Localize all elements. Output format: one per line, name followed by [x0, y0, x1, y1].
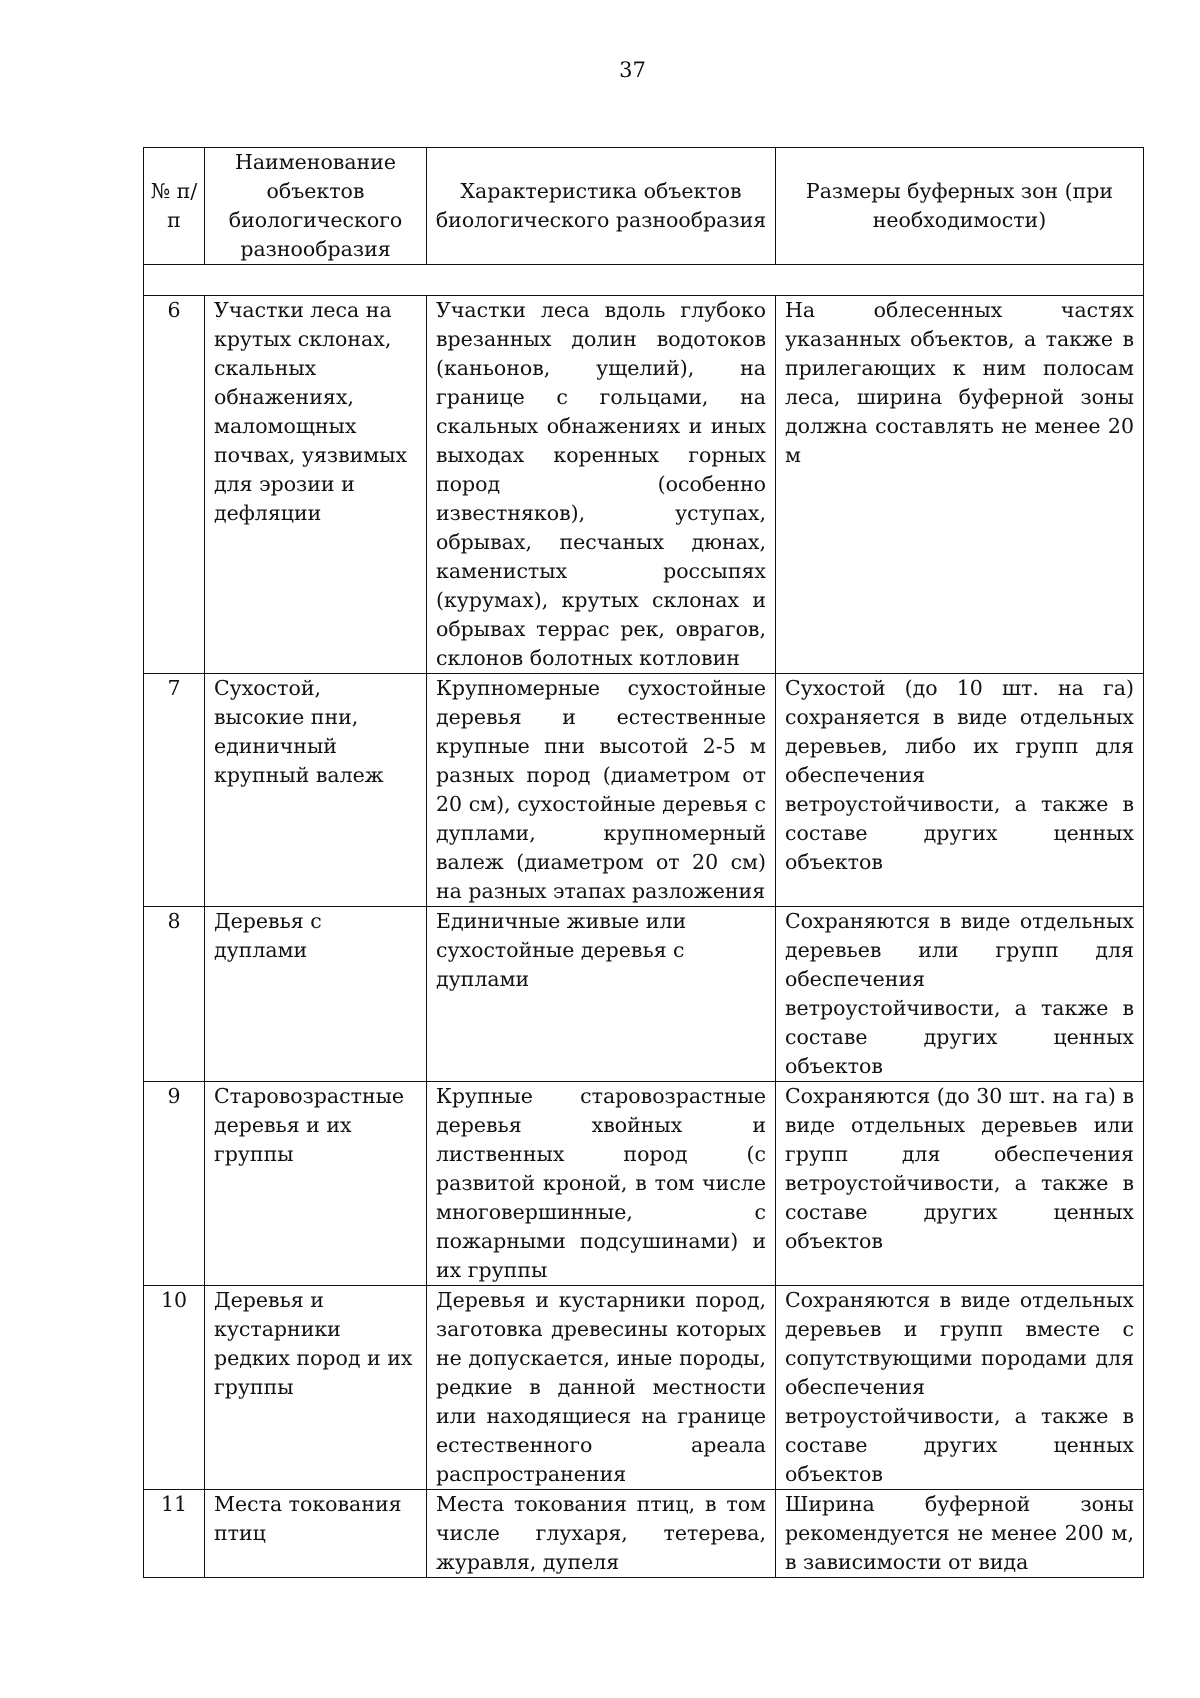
table-header-row — [144, 148, 1144, 265]
table-row — [144, 1490, 1144, 1578]
header-buffer: Размеры буферных зон (при необходимости) — [776, 148, 1144, 265]
table-row — [144, 1286, 1144, 1490]
page-number: 37 — [619, 58, 646, 82]
row-num: 9 — [144, 1082, 205, 1286]
table-row — [144, 1082, 1144, 1286]
table-row — [144, 674, 1144, 907]
row-name: Участки леса на крутых склонах, скальных обнажениях, маломощных почвах, уязвимых для эрозии и дефляции — [205, 296, 427, 674]
row-buffer: Сухостой (до 10 шт. на га) сохраняется в виде отдельных деревьев, либо их групп для обеспечения ветроустойчивости, а также в составе других ценных объектов — [776, 674, 1144, 907]
row-num: 7 — [144, 674, 205, 907]
row-buffer: На облесенных частях указанных объектов, а также в прилегающих к ним полосам леса, ширина буферной зоны должна составлять не менее 20 м — [776, 296, 1144, 674]
table-row — [144, 907, 1144, 1082]
table-row — [144, 296, 1144, 674]
row-num: 10 — [144, 1286, 205, 1490]
row-num: 6 — [144, 296, 205, 674]
row-characteristic: Крупномерные сухостойные деревья и естественные крупные пни высотой 2-5 м разных пород (диаметром от 20 см), сухостойные деревья с дуплами, крупномерный валеж (диаметром от 20 см) на разных этапах разложения — [427, 674, 776, 907]
row-buffer: Ширина буферной зоны рекомендуется не менее 200 м, в зависимости от вида — [776, 1490, 1144, 1578]
row-num: 8 — [144, 907, 205, 1082]
row-name: Деревья и кустарники редких пород и их группы — [205, 1286, 427, 1490]
header-num: № п/п — [144, 148, 205, 265]
biodiversity-table — [143, 147, 1144, 1578]
row-characteristic: Деревья и кустарники пород, заготовка древесины которых не допускается, иные породы, редкие в данной местности или находящиеся на границе естественного ареала распространения — [427, 1286, 776, 1490]
table-spacer-row — [144, 265, 1144, 296]
row-characteristic: Крупные старовозрастные деревья хвойных и лиственных пород (с развитой кроной, в том числе многовершинные, с пожарными подсушинами) и их группы — [427, 1082, 776, 1286]
row-characteristic: Места токования птиц, в том числе глухаря, тетерева, журавля, дупеля — [427, 1490, 776, 1578]
spacer-cell — [144, 265, 1144, 296]
row-buffer: Сохраняются в виде отдельных деревьев или групп для обеспечения ветроустойчивости, а также в составе других ценных объектов — [776, 907, 1144, 1082]
row-characteristic: Участки леса вдоль глубоко врезанных долин водотоков (каньонов, ущелий), на границе с гольцами, на скальных обнажениях и иных выходах коренных горных пород (особенно известняков), уступах, обрывах, песчаных дюнах, каменистых россыпях (курумах), крутых склонах и обрывах террас рек, оврагов, склонов болотных котловин — [427, 296, 776, 674]
row-name: Сухостой, высокие пни, единичный крупный валеж — [205, 674, 427, 907]
header-characteristic: Характеристика объектов биологического разнообразия — [427, 148, 776, 265]
row-characteristic: Единичные живые или сухостойные деревья с дуплами — [427, 907, 776, 1082]
row-buffer: Сохраняются (до 30 шт. на га) в виде отдельных деревьев или групп для обеспечения ветроустойчивости, а также в составе других ценных объектов — [776, 1082, 1144, 1286]
row-name: Места токования птиц — [205, 1490, 427, 1578]
row-name: Старовозрастные деревья и их группы — [205, 1082, 427, 1286]
row-name: Деревья с дуплами — [205, 907, 427, 1082]
row-num: 11 — [144, 1490, 205, 1578]
header-name: Наименование объектов биологического разнообразия — [205, 148, 427, 265]
row-buffer: Сохраняются в виде отдельных деревьев и групп вместе с сопутствующими породами для обеспечения ветроустойчивости, а также в составе других ценных объектов — [776, 1286, 1144, 1490]
